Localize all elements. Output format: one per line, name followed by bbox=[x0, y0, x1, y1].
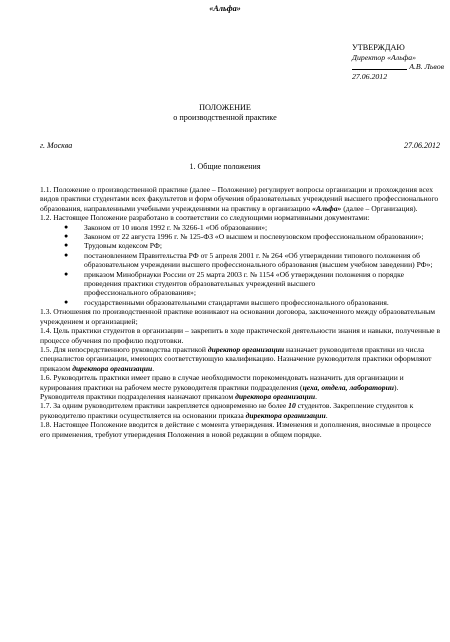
approve-label: УТВЕРЖДАЮ bbox=[352, 43, 405, 52]
clause-1-2: 1.2. Настоящее Положение разработано в соответствии со следующими нормативными документами: bbox=[40, 213, 370, 223]
signature-row bbox=[352, 62, 444, 72]
approve-date: 27.06.2012 bbox=[352, 71, 388, 81]
bullet-icon: ● bbox=[64, 269, 69, 278]
bullet-icon: ● bbox=[64, 222, 69, 231]
bullet-icon: ● bbox=[64, 232, 69, 241]
organization-name: «Альфа» bbox=[209, 4, 241, 13]
document-title bbox=[0, 103, 450, 124]
clause-1-7: 1.7. За одним руководителем практики закрепляется одновременно не более 10 студентов. Закрепление студентов к руководителю практики осуществляется на основании приказа директора организации. bbox=[40, 401, 414, 420]
section-heading: 1. Общие положения bbox=[189, 162, 261, 171]
clause-1-3: 1.3. Отношения по производственной практике возникают на основании договора, заключенного между образовательным учреждением и организацией; bbox=[40, 307, 436, 326]
place-date-row bbox=[40, 141, 440, 150]
clause-1-4: 1.4. Цель практики студентов в организации – закрепить в ходе практической деятельности знания и навыки, полученные в процессе обучения по профилю подготовки. bbox=[40, 326, 441, 345]
list-item: ● приказом Минобрнауки России от 25 марта 2003 г. № 1154 «Об утверждении положения о порядке проведения практики студентов образовательных учреждений высшего bbox=[64, 269, 405, 289]
city: г. Москва bbox=[40, 141, 73, 150]
signer-name: А.В. Львов bbox=[409, 62, 444, 72]
list-item: ● постановлением Правительства РФ от 5 апреля 2001 г. № 264 «Об утверждении типового положения об образовательном учреждении высшего профессионального образования (высшем учебном заведении) РФ»; bbox=[64, 250, 433, 270]
bullet-icon: ● bbox=[64, 250, 69, 259]
list-item: ● Законом от 10 июля 1992 г. № 3266-1 «Об образовании»; bbox=[64, 222, 268, 232]
list-item: ● государственными образовательными стандартами высшего профессионального образования. bbox=[64, 297, 389, 307]
list-item: ● Трудовым кодексом РФ; bbox=[64, 241, 162, 251]
title-line-1: ПОЛОЖЕНИЕ bbox=[199, 103, 251, 112]
clause-1-5: 1.5. Для непосредственного руководства практикой директор организации назначает руководителя практики из числа специалистов организации, имеющих соответствующую квалификацию. Назначение руководителя практики оформляют приказом директора организации. bbox=[40, 344, 432, 373]
document-body bbox=[40, 185, 442, 439]
bullet-icon: ● bbox=[64, 241, 69, 250]
signature-line bbox=[352, 62, 407, 70]
clause-1-8: 1.8. Настоящее Положение вводится в действие с момента утверждения. Изменения и дополнения, вносимые в процессе его применения, требуют утверждения Положения в новой редакции в общем порядке. bbox=[40, 420, 432, 439]
clause-1-1: 1.1. Положение о производственной практике (далее – Положение) регулирует вопросы организации и прохождения всех видов практики студентами всех факультетов и форм обучения образовательных учреждений высшего профессионального образования, направленными учебными учреждениями на практику в организацию «Альфа» (далее – Организация). bbox=[40, 185, 439, 213]
document-date: 27.06.2012 bbox=[404, 141, 440, 150]
approval-block bbox=[352, 43, 444, 81]
approver-position: Директор «Альфа» bbox=[352, 52, 417, 62]
clause-1-6: 1.6. Руководитель практики имеет право в случае необходимости порекомендовать назначить для организации и курирования практики на рабочем месте руководителя практики подразделения (цеха, отдела, лаборатории). Руководителя практики подразделения назначают приказом директора организации. bbox=[40, 373, 404, 401]
list-item: ● Законом от 22 августа 1996 г. № 125-ФЗ «О высшем и послевузовском профессиональном образовании»; bbox=[64, 232, 424, 242]
title-line-2: о производственной практике bbox=[173, 113, 277, 123]
list-item-continuation: профессионального образования»; bbox=[84, 288, 196, 298]
bullet-icon: ● bbox=[64, 297, 69, 306]
